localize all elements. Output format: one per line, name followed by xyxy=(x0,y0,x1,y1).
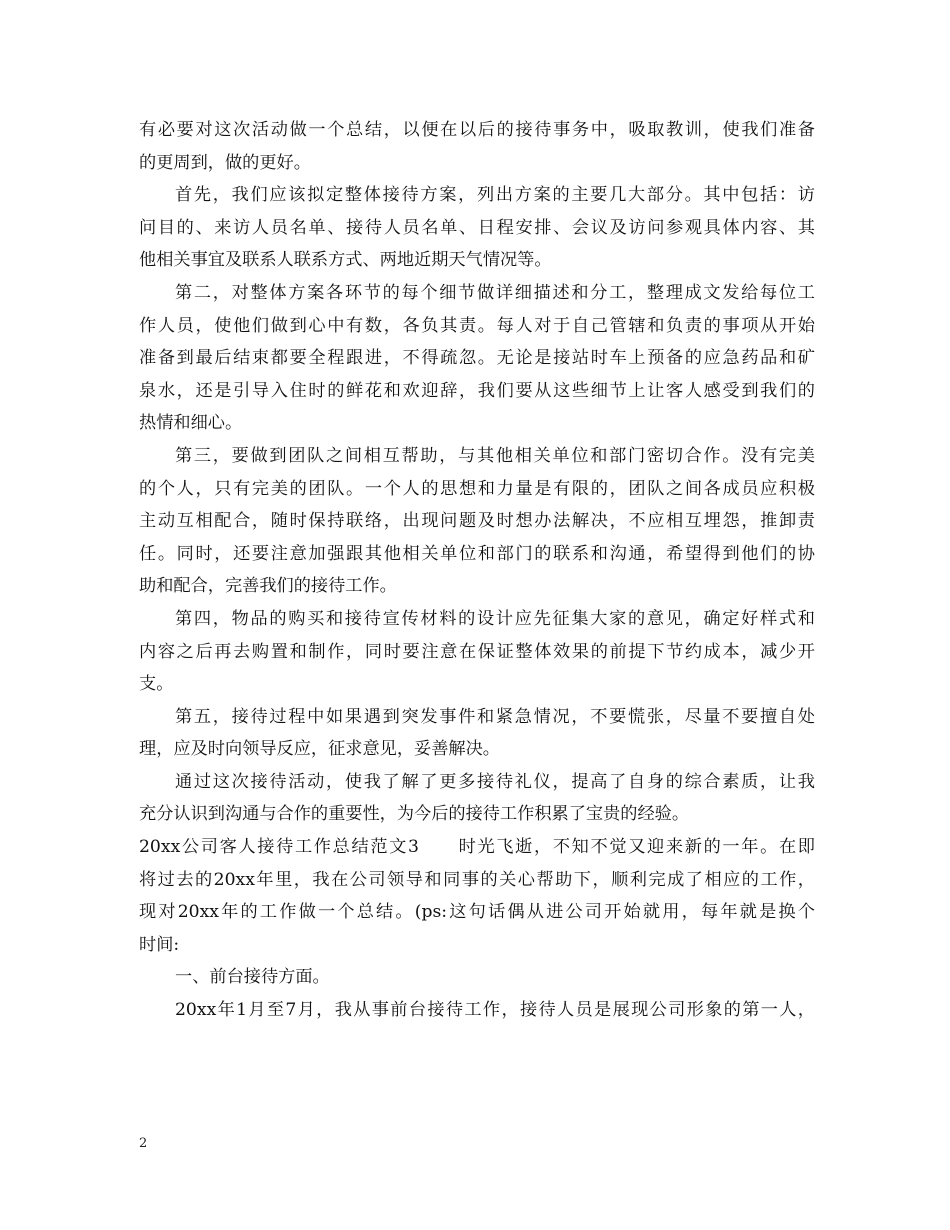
page-number: 2 xyxy=(139,1136,148,1151)
text-line: 的更周到，做的更好。 xyxy=(139,152,311,173)
text-line: 助和配合，完善我们的接待工作。 xyxy=(139,576,397,597)
text-line: 第三，要做到团队之间相互帮助，与其他相关单位和部门密切合作。没有完美 xyxy=(175,445,815,466)
text-line: 的个人，只有完美的团队。一个人的思想和力量是有限的，团队之间各成员应积极 xyxy=(139,478,815,499)
summary-intro: 时光飞逝，不知不觉又迎来新的一年。在即 xyxy=(456,837,815,858)
summary-heading-line xyxy=(139,831,815,864)
paragraphs-after xyxy=(139,864,815,1027)
text-line: 第四，物品的购买和接待宣传材料的设计应先征集大家的意见，确定好样式和 xyxy=(175,608,815,629)
paragraphs-before xyxy=(139,114,815,831)
text-line: 准备到最后结束都要全程跟进，不得疏忽。无论是接站时车上预备的应急药品和矿 xyxy=(139,348,815,369)
text-line: 第二，对整体方案各环节的每个细节做详细描述和分工，整理成文发给每位工 xyxy=(175,282,815,303)
summary-title: 20xx公司客人接待工作总结范文3 xyxy=(139,837,419,858)
text-line: 他相关事宜及联系人联系方式、两地近期天气情况等。 xyxy=(139,250,552,271)
text-line: 理，应及时向领导反应，征求意见，妥善解决。 xyxy=(139,739,500,760)
text-line: 现对20xx年的工作做一个总结。(ps:这句话偶从进公司开始就用，每年就是换个 xyxy=(139,902,815,923)
text-line: 将过去的20xx年里，我在公司领导和同事的关心帮助下，顺利完成了相应的工作， xyxy=(139,869,815,890)
text-line: 问目的、来访人员名单、接待人员名单、日程安排、会议及访问参观具体内容、其 xyxy=(139,217,815,238)
text-line: 充分认识到沟通与合作的重要性，为今后的接待工作积累了宝贵的经验。 xyxy=(139,804,690,825)
text-line: 热情和细心。 xyxy=(139,413,243,434)
text-line: 内容之后再去购置和制作，同时要注意在保证整体效果的前提下节约成本，减少开 xyxy=(139,641,815,662)
text-line: 第五，接待过程中如果遇到突发事件和紧急情况，不要慌张，尽量不要擅自处 xyxy=(175,706,815,727)
text-line: 主动互相配合，随时保持联络，出现问题及时想办法解决，不应相互埋怨，推卸责 xyxy=(139,511,815,532)
text-line: 首先，我们应该拟定整体接待方案，列出方案的主要几大部分。其中包括：访 xyxy=(175,185,815,206)
text-line: 支。 xyxy=(139,674,174,695)
text-line: 泉水，还是引导入住时的鲜花和欢迎辞，我们要从这些细节上让客人感受到我们的 xyxy=(139,380,815,401)
text-line: 20xx年1月至7月，我从事前台接待工作，接待人员是展现公司形象的第一人， xyxy=(175,1000,815,1021)
document-body xyxy=(139,114,815,1027)
text-line: 一、前台接待方面。 xyxy=(175,967,330,988)
text-line: 有必要对这次活动做一个总结，以便在以后的接待事务中，吸取教训，使我们准备 xyxy=(139,120,815,140)
text-line: 作人员，使他们做到心中有数，各负其责。每人对于自己管辖和负责的事项从开始 xyxy=(139,315,815,336)
text-line: 时间: xyxy=(139,934,180,955)
text-line: 任。同时，还要注意加强跟其他相关单位和部门的联系和沟通，希望得到他们的协 xyxy=(139,543,815,564)
text-line: 通过这次接待活动，使我了解了更多接待礼仪，提高了自身的综合素质，让我 xyxy=(175,771,815,792)
